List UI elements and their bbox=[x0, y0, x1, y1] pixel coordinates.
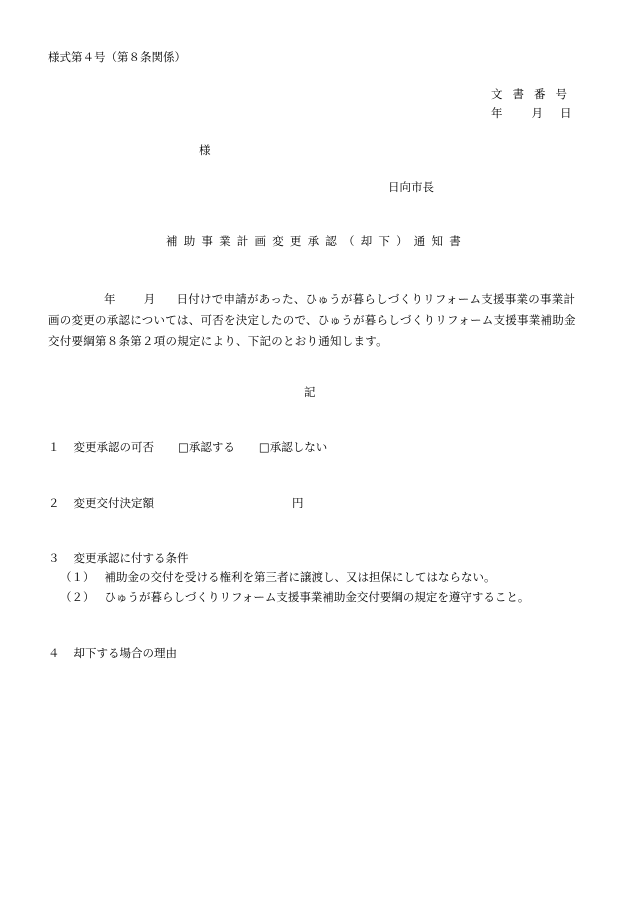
body-paragraph bbox=[48, 289, 583, 352]
body-line2: 画の変更の承認については、可否を決定したので、ひゅうが暮らしづくりリフォーム支援事業補助金 bbox=[48, 313, 576, 327]
condition-2-text: ひゅうが暮らしづくりリフォーム支援事業補助金交付要綱の規定を遵守すること。 bbox=[104, 590, 530, 604]
item-2-label: 変更交付決定額 bbox=[73, 496, 154, 510]
body-month: 月 bbox=[143, 292, 156, 306]
date-line bbox=[491, 105, 572, 121]
item-1 bbox=[48, 439, 327, 455]
item-4-number: ４ bbox=[48, 646, 60, 660]
item-3 bbox=[48, 550, 189, 566]
condition-2-number: （２） bbox=[60, 590, 95, 604]
form-number-label: 様式第４号（第８条関係） bbox=[48, 50, 186, 64]
item-2-unit: 円 bbox=[292, 496, 304, 510]
ki-heading: 記 bbox=[304, 385, 316, 399]
condition-1-number: （１） bbox=[60, 570, 95, 584]
document-number-label: 文書番号 bbox=[491, 87, 577, 101]
issuer: 日向市長 bbox=[388, 180, 434, 194]
item-4 bbox=[48, 645, 177, 661]
date-month: 月 bbox=[531, 106, 543, 120]
item-2 bbox=[48, 495, 154, 511]
date-day: 日 bbox=[560, 106, 572, 120]
item-1-label: 変更承認の可否 bbox=[73, 440, 154, 454]
item-1-number: １ bbox=[48, 440, 60, 454]
item-2-number: ２ bbox=[48, 496, 60, 510]
document-title: 補助事業計画変更承認（却下）通知書 bbox=[166, 234, 467, 248]
body-line1: 日付けで申請があった、ひゅうが暮らしづくりリフォーム支援事業の事業計 bbox=[176, 292, 576, 306]
condition-1 bbox=[60, 569, 496, 585]
item-3-number: ３ bbox=[48, 551, 60, 565]
condition-2 bbox=[60, 589, 529, 605]
approve-option: □承認する bbox=[178, 440, 235, 454]
reject-option: □承認しない bbox=[258, 440, 328, 454]
item-3-label: 変更承認に付する条件 bbox=[73, 551, 189, 565]
addressee-suffix: 様 bbox=[199, 143, 211, 157]
body-year: 年 bbox=[104, 292, 116, 306]
condition-1-text: 補助金の交付を受ける権利を第三者に譲渡し、又は担保にしてはならない。 bbox=[104, 570, 496, 584]
body-line3: 交付要綱第８条第２項の規定により、下記のとおり通知します。 bbox=[48, 334, 388, 348]
item-4-label: 却下する場合の理由 bbox=[73, 646, 177, 660]
date-year: 年 bbox=[491, 106, 503, 120]
